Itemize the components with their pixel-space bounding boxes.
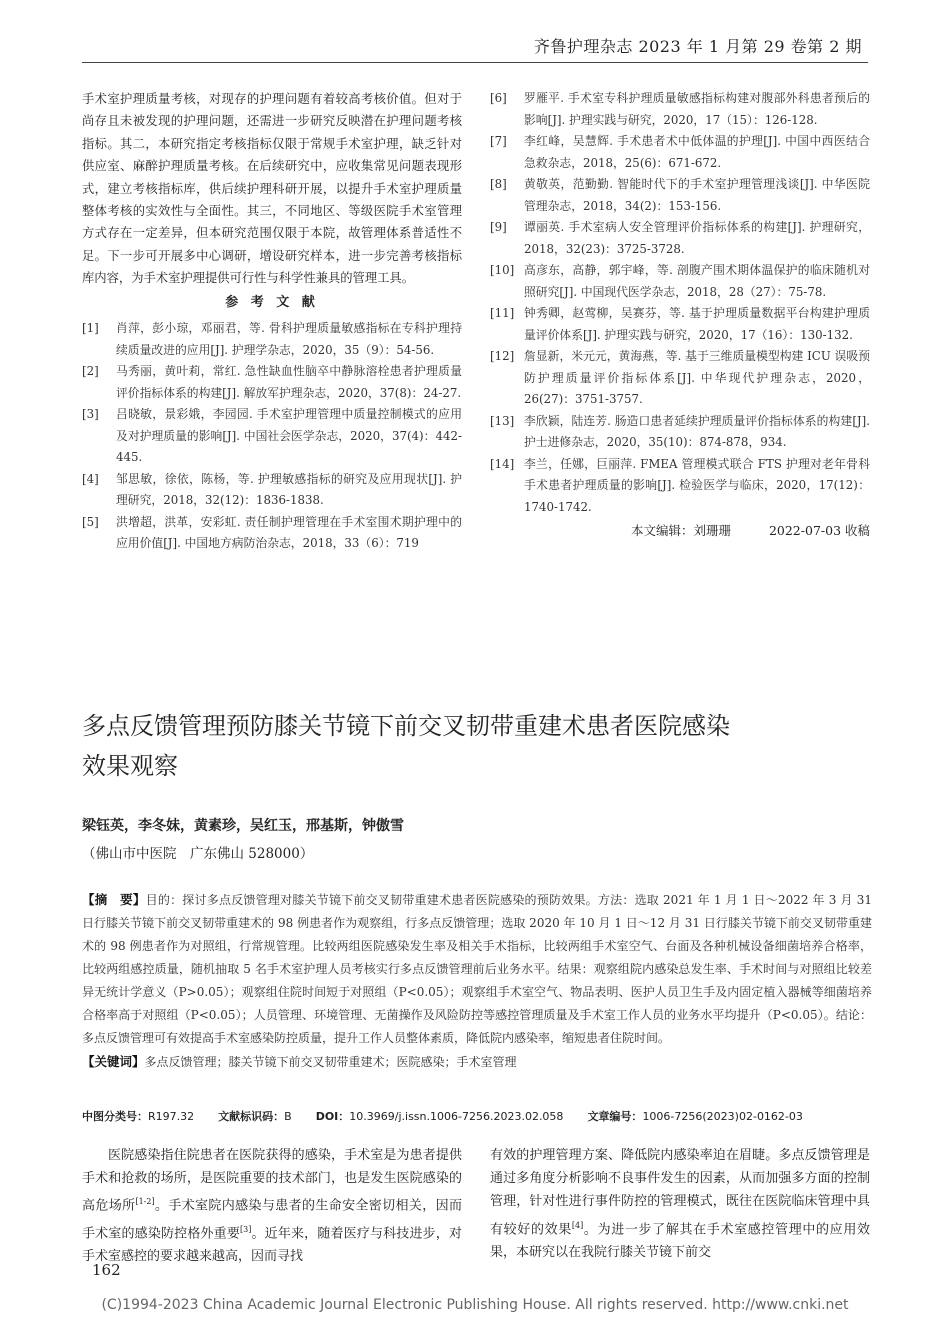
reference-item: [490, 303, 870, 346]
reference-item: [82, 512, 462, 555]
reference-text: 高彦东，高静，郭宇峰，等. 剖腹产围术期体温保护的临床随机对照研究[J]. 中国现代医学杂志，2018，28（27）：75-78.: [524, 263, 870, 299]
body-left-column: [82, 1144, 462, 1269]
reference-number: [10]: [490, 263, 515, 277]
reference-text: 吕晓敏，景彩娥，李园园. 手术室护理管理中质量控制模式的应用及对护理质量的影响[J]. 中国社会医学杂志，2020，37(4)：442-445.: [116, 407, 462, 465]
authors: 梁钰英，李冬妹，黄素珍，吴红玉，邢基斯，钟傲雪: [82, 818, 404, 834]
citation: [1-2]: [135, 1197, 155, 1207]
reference-item: [490, 217, 870, 260]
keywords-text: 多点反馈管理；膝关节镜下前交叉韧带重建术；医院感染；手术室管理: [144, 1055, 517, 1069]
reference-number: [11]: [490, 306, 515, 320]
reference-text: 谭丽英. 手术室病人安全管理评价指标体系的构建[J]. 护理研究，2018，32(23)：3725-3728.: [524, 220, 870, 256]
reference-number: [8]: [490, 177, 507, 191]
abstract-text: 目的：探讨多点反馈管理对膝关节镜下前交叉韧带重建术患者医院感染的预防效果。方法：选取 2021 年 1 月 1 日～2022 年 3 月 31 日行膝关节镜下前交叉韧带重建术的 98 例患者作为观察组，行多点反馈管理；选取 2020 年 10 月 1 日～12 月 31 日行膝关节镜下前交叉韧带重建术的 98 例患者作为对照组，行常规管理。比较两组医院感染发生率及相关手术指标，比较两组手术室空气、台面及各种机械设备细菌培养合格率，比较两组感控质量，随机抽取 5 名手术室护理人员考核实行多点反馈管理前后业务水平。结果：观察组院内感染总发生率、手术时间与对照组比较差异无统计学意义（P>0.05）；观察组住院时间短于对照组（P<0.05）；观察组手术室空气、物品表明、医护人员卫生手及内固定植入器械等细菌培养合格率高于对照组（P<0.05）；人员管理、环境管理、无菌操作及风险防控等感控管理质量及手术室工作人员的业务水平均提升（P<0.05）。结论：多点反馈管理可有效提高手术室感染防控质量，提升工作人员整体素质，降低院内感染率，缩短患者住院时间。: [82, 893, 872, 1045]
keywords: [82, 1050, 872, 1074]
keywords-label: 【关键词】: [82, 1054, 145, 1069]
article-meta: [82, 1108, 872, 1124]
reference-number: [12]: [490, 349, 515, 363]
reference-item: [490, 260, 870, 303]
page-number: 162: [92, 1261, 121, 1279]
reference-number: [3]: [82, 407, 99, 422]
references-heading: 参 考 文 献: [225, 294, 319, 310]
reference-item: [490, 346, 870, 411]
body-right-column: [490, 1144, 870, 1264]
right-column: [490, 88, 870, 542]
citation: [4]: [571, 1220, 584, 1230]
reference-text: 马秀丽，黄叶莉，常红. 急性缺血性脑卒中静脉溶栓患者护理质量评价指标体系的构建[J]. 解放军护理杂志，2020，37(8)：24-27.: [116, 364, 462, 400]
document-code: 文献标识码：B: [218, 1110, 292, 1123]
reference-item: [490, 454, 870, 519]
reference-number: [6]: [490, 91, 507, 105]
reference-number: [9]: [490, 220, 507, 234]
reference-text: 肖萍，彭小琼，邓丽君，等. 骨科护理质量敏感指标在专科护理持续质量改进的应用[J]. 护理学杂志，2020，35（9）：54-56.: [116, 321, 462, 357]
article-title: [82, 706, 872, 786]
reference-item: [490, 411, 870, 454]
left-column: [82, 88, 462, 555]
article-id: 文章编号：1006-7256(2023)02-0162-03: [587, 1110, 803, 1123]
reference-number: [2]: [82, 364, 99, 379]
article-title-line2: 效果观察: [82, 752, 178, 780]
editor-line: [490, 520, 870, 542]
reference-text: 邹思敏，徐依，陈杨，等. 护理敏感指标的研究及应用现状[J]. 护理研究，2018，32(12)：1836-1838.: [116, 471, 462, 508]
reference-text: 李欣颖，陆连芳. 肠造口患者延续护理质量评价指标体系的构建[J]. 护士进修杂志，2020，35(10)：874-878，934.: [524, 413, 870, 449]
reference-text: 钟秀卿，赵莺柳，吴赛芬，等. 基于护理质量数据平台构建护理质量评价体系[J]. 护理实践与研究，2020，17（16）：130-132.: [524, 306, 870, 342]
reference-item: [82, 469, 462, 512]
affiliation: （佛山市中医院 广东佛山 528000）: [82, 846, 314, 862]
citation: [3]: [239, 1224, 252, 1234]
reference-number: [1]: [82, 321, 99, 336]
reference-number: [13]: [490, 413, 515, 428]
reference-text: 李兰，任娜，巨丽萍. FMEA 管理模式联合 FTS 护理对老年骨科手术患者护理质量的影响[J]. 检验医学与临床，2020，17(12)：1740-1742.: [524, 456, 870, 514]
reference-text: 洪增超，洪革，安彩虹. 责任制护理管理在手术室围术期护理中的应用价值[J]. 中国地方病防治杂志，2018，33（6）：719: [116, 514, 462, 551]
clc-number: 中图分类号：R197.32: [82, 1110, 195, 1123]
intro-paragraph-left: 医院感染指住院患者在医院获得的感染，手术室是为患者提供手术和抢救的场所，是医院重要的技术部门，也是发生医院感染的高危场所[1-2]。手术室院内感染与患者的生命安全密切相关，因而手术室的感染防控格外重要[3]。近年来，随着医疗与科技进步，对手术室感控的要求越来越高，因而寻找: [82, 1148, 462, 1265]
reference-item: [82, 404, 462, 469]
editor-name: 本文编辑：刘珊珊: [630, 523, 731, 538]
references-list-left: [82, 318, 462, 555]
reference-number: [5]: [82, 514, 99, 529]
reference-text: 李红峰，吴慧辉. 手术患者术中低体温的护理[J]. 中国中西医结合急救杂志，2018，25(6)：671-672.: [524, 134, 870, 170]
journal-header: 齐鲁护理杂志 2023 年 1 月第 29 卷第 2 期: [533, 37, 862, 56]
reference-item: [490, 88, 870, 131]
reference-number: [14]: [490, 456, 515, 471]
abstract-body: [82, 888, 872, 1050]
reference-number: [4]: [82, 471, 99, 486]
abstract-label: 【摘 要】: [82, 892, 146, 907]
doi: DOI：10.3969/j.issn.1006-7256.2023.02.058: [315, 1110, 564, 1123]
reference-item: [82, 361, 462, 404]
abstract: [82, 888, 872, 1074]
reference-item: [490, 174, 870, 217]
copyright-footer: (C)1994-2023 China Academic Journal Electronic Publishing House. All rights reserved. http://www.cnki.net: [101, 1297, 849, 1313]
intro-paragraph-right: 有效的护理管理方案、降低院内感染率迫在眉睫。多点反馈管理是通过多角度分析影响不良事件发生的因素，从而加强多方面的控制管理，针对性进行事件防控的管理模式，既往在医院临床管理中具有较好的效果[4]。为进一步了解其在手术室感控管理中的应用效果，本研究以在我院行膝关节镜下前交: [490, 1148, 870, 1261]
received-date: 2022-07-03 收稿: [768, 523, 870, 538]
header-rule: [82, 62, 868, 63]
reference-number: [7]: [490, 134, 507, 148]
discussion-paragraph: 手术室护理质量考核，对现存的护理问题有着较高考核价值。但对于尚存且未被发现的护理问题，还需进一步研究反映潜在护理问题考核指标。其二，本研究指定考核指标仅限于常规手术室护理，缺乏针对供应室、麻醉护理质量考核。在后续研究中，应收集常见问题表现形式，建立考核指标库，供后续护理科研开展，以提升手术室护理质量整体考核的实效性与全面性。其三，不同地区、等级医院手术室管理方式存在一定差异，但本研究范围仅限于本院，故管理体系普适性不足。下一步可开展多中心调研，增设研究样本，进一步完善考核指标库内容，为手术室护理提供可行性与科学性兼具的管理工具。: [82, 92, 462, 286]
article-title-line1: 多点反馈管理预防膝关节镜下前交叉韧带重建术患者医院感染: [82, 712, 730, 740]
reference-item: [82, 318, 462, 361]
reference-item: [490, 131, 870, 174]
reference-text: 黄敬英，范勤勤. 智能时代下的手术室护理管理浅谈[J]. 中华医院管理杂志，2018，34(2)：153-156.: [524, 177, 870, 213]
reference-text: 罗雁平. 手术室专科护理质量敏感指标构建对腹部外科患者预后的影响[J]. 护理实践与研究，2020，17（15）：126-128.: [524, 91, 870, 127]
reference-text: 詹显新，米元元，黄海燕，等. 基于三维质量模型构建 ICU 误吸预防护理质量评价指标体系[J]. 中华现代护理杂志，2020，26(27)：3751-3757.: [524, 349, 870, 406]
references-list-right: [490, 88, 870, 518]
